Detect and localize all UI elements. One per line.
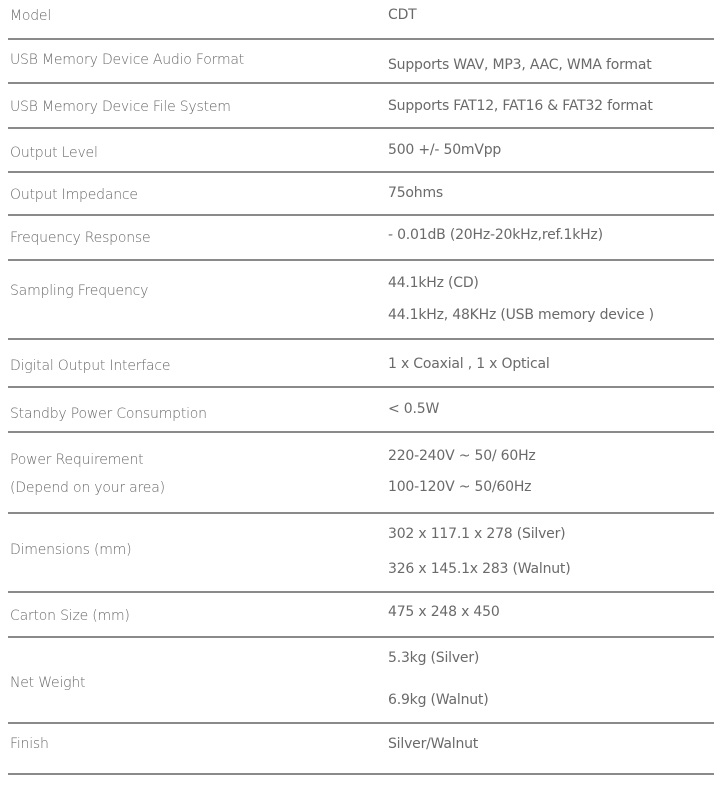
- spec-value: 302 x 117.1 x 278 (Silver): [388, 526, 566, 542]
- spec-value: - 0.01dB (20Hz-20kHz,ref.1kHz): [388, 227, 603, 243]
- spec-label: Sampling Frequency: [10, 283, 149, 299]
- spec-row-output-impedance: [8, 173, 714, 216]
- spec-label: Output Impedance: [10, 187, 138, 203]
- spec-row-power-requirement: [8, 433, 714, 514]
- spec-row-usb-file-system: [8, 84, 714, 129]
- spec-row-model: [8, 0, 714, 40]
- spec-row-frequency-response: [8, 216, 714, 261]
- spec-row-carton-size: [8, 593, 714, 638]
- spec-row-usb-audio-format: [8, 40, 714, 84]
- spec-label: Frequency Response: [10, 230, 151, 246]
- spec-value: 100-120V ~ 50/60Hz: [388, 479, 532, 495]
- spec-value: 44.1kHz (CD): [388, 275, 479, 291]
- spec-value: Supports WAV, MP3, AAC, WMA format: [388, 57, 652, 73]
- spec-label: Output Level: [10, 145, 98, 161]
- spec-value: 220-240V ~ 50/ 60Hz: [388, 448, 536, 464]
- spec-value: CDT: [388, 7, 417, 23]
- spec-value: 1 x Coaxial , 1 x Optical: [388, 356, 550, 372]
- spec-value: Silver/Walnut: [388, 736, 479, 752]
- spec-value: 75ohms: [388, 185, 443, 201]
- spec-label: Net Weight: [10, 675, 86, 691]
- spec-value: 5.3kg (Silver): [388, 650, 480, 666]
- spec-value: 326 x 145.1x 283 (Walnut): [388, 561, 571, 577]
- spec-label: Dimensions (mm): [10, 542, 132, 558]
- spec-label: Power Requirement: [10, 452, 144, 468]
- spec-row-output-level: [8, 129, 714, 173]
- spec-label: USB Memory Device Audio Format: [10, 52, 245, 68]
- spec-label: Digital Output Interface: [10, 358, 171, 374]
- spec-label: Standby Power Consumption: [10, 406, 207, 422]
- spec-label-note: (Depend on your area): [10, 480, 165, 496]
- spec-label: USB Memory Device File System: [10, 99, 231, 115]
- spec-row-standby-power: [8, 388, 714, 433]
- spec-value: 475 x 248 x 450: [388, 604, 500, 620]
- spec-row-net-weight: [8, 638, 714, 724]
- spec-value: Supports FAT12, FAT16 & FAT32 format: [388, 98, 653, 114]
- spec-row-finish: [8, 724, 714, 775]
- spec-row-digital-output: [8, 340, 714, 388]
- spec-label: Carton Size (mm): [10, 608, 130, 624]
- spec-label: Model: [10, 8, 52, 24]
- spec-value: 500 +/- 50mVpp: [388, 142, 502, 158]
- spec-value: 44.1kHz, 48KHz (USB memory device ): [388, 307, 654, 323]
- spec-label: Finish: [10, 736, 49, 752]
- spec-row-sampling-frequency: [8, 261, 714, 340]
- spec-value: < 0.5W: [388, 401, 440, 417]
- spec-row-dimensions: [8, 514, 714, 593]
- spec-value: 6.9kg (Walnut): [388, 692, 489, 708]
